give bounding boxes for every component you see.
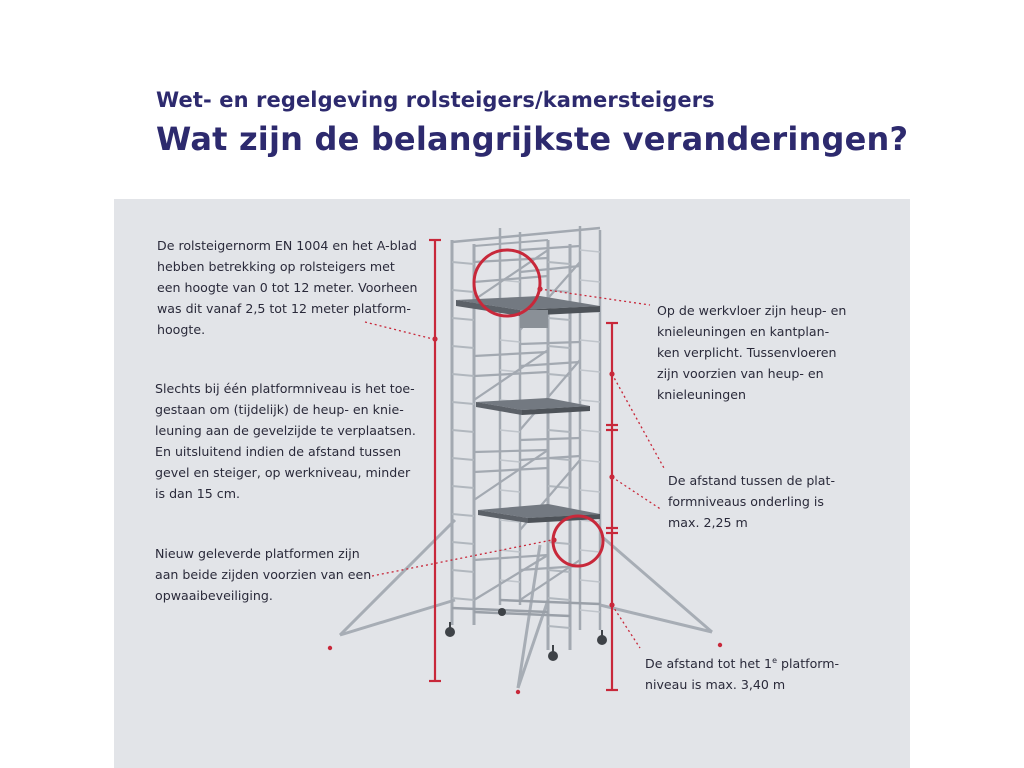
platforms xyxy=(456,296,600,523)
ladder-rungs-left xyxy=(452,262,474,600)
note-first-level-pre: De afstand tot het 1 xyxy=(645,656,773,672)
note-work-floor: Op de werkvloer zijn heup- en knieleuningen en kantplan- ken verplicht. Tussenvloeren zijn voorzien van heup- en knieleuningen xyxy=(657,303,847,402)
note-first-level xyxy=(645,650,839,695)
note-norm: De rolsteigernorm EN 1004 en het A-blad hebben betrekking op rolsteigers met een hoogte van 0 tot 12 meter. Voorheen was dit vanaf 2,5 tot 12 meter platform- hoogte. xyxy=(157,238,418,337)
highlight-circle-bottom xyxy=(553,516,603,566)
note-first-level-sup: e xyxy=(772,656,777,665)
dimension-total-height xyxy=(429,240,441,681)
page-title: Wat zijn de belangrijkste veranderingen? xyxy=(156,120,909,158)
page-subtitle: Wet- en regelgeving rolsteigers/kamersteigers xyxy=(156,88,715,112)
note-first-level-post: platform- niveau is max. 3,40 m xyxy=(645,656,840,693)
note-new-platforms: Nieuw geleverde platformen zijn aan beide zijden voorzien van een opwaaibeveiliging. xyxy=(155,546,372,603)
note-platform-level: Slechts bij één platformniveau is het toe- gestaan om (tijdelijk) de heup- en knie- leuning aan de gevelzijde te verplaatsen. En uitsluitend indien de afstand tussen gevel en steiger, op werkniveau, minder is dan 15 cm. xyxy=(155,381,416,501)
dimension-platform-levels xyxy=(606,323,618,690)
note-distance-levels: De afstand tussen de plat- formniveaus onderling is max. 2,25 m xyxy=(668,473,836,530)
